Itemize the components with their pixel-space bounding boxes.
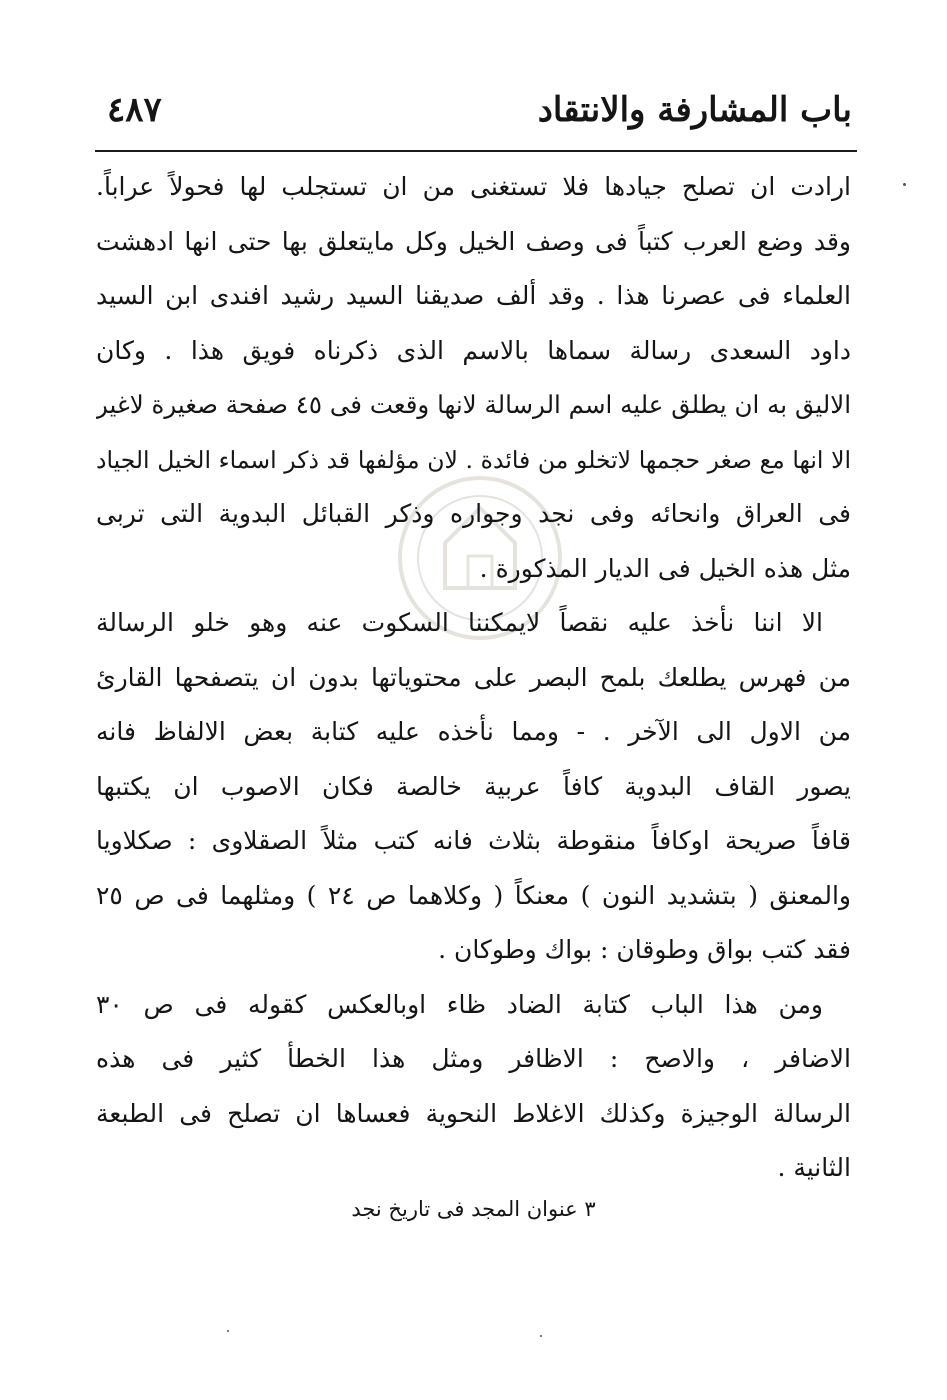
scan-speck xyxy=(903,183,906,186)
text-line: مثل هذه الخيل فى الديار المذكورة . xyxy=(479,553,851,583)
footnote: ٣ عنوان المجد فى تاريخ نجد xyxy=(351,1197,596,1221)
text-line: الا انها مع صغر حجمها لاتخلو من فائدة . لان مؤلفها قد ذكر اسماء الخيل الجياد xyxy=(96,445,851,474)
paragraph-2 xyxy=(96,596,851,978)
scan-speck xyxy=(227,1330,229,1332)
paragraph-3 xyxy=(96,978,851,1196)
page-header xyxy=(95,86,852,136)
text-line: ارادت ان تصلح جيادها فلا تستغنى من ان تستجلب لها فحولاً عراباً. xyxy=(96,172,851,201)
header-rule xyxy=(95,150,857,152)
text-line: من الاول الى الآخر . - ومما نأخذه عليه كتابة بعض الالفاظ فانه xyxy=(96,717,851,746)
text-line: من فهرس يطلعك بلمح البصر على محتوياتها بدون ان يتصفحها القارئ xyxy=(96,662,851,692)
body-text xyxy=(96,160,851,1196)
text-line: الاليق به ان يطلق عليه اسم الرسالة لانها وقعت فى ٤٥ صفحة صغيرة لاغير xyxy=(96,390,851,419)
paragraph-1 xyxy=(96,160,851,596)
page-number: ٤٨٧ xyxy=(107,90,162,130)
scan-speck xyxy=(540,1335,542,1337)
text-line: الا اننا نأخذ عليه نقصاً لايمكننا السكوت عنه وهو خلو الرسالة xyxy=(96,608,823,637)
text-line: الاضافر ، والاصح : الاظافر ومثل هذا الخطأ كثير فى هذه xyxy=(96,1044,851,1073)
text-line: فى العراق وانحائه وفى نجد وجواره وذكر القبائل البدوية التى تربى xyxy=(96,499,851,528)
text-line: داود السعدى رسالة سماها بالاسم الذى ذكرناه فويق هذا . وكان xyxy=(96,335,851,365)
text-line: والمعنق ( بتشديد النون ) معنكاً ( وكلاهما ص ٢٤ ) ومثلهما فى ص ٢٥ xyxy=(96,880,851,910)
text-line: وقد وضع العرب كتباً فى وصف الخيل وكل مايتعلق بها حتى انها ادهشت xyxy=(96,226,851,256)
text-line: ومن هذا الباب كتابة الضاد ظاء اوبالعكس كقوله فى ص ٣٠ xyxy=(96,989,823,1019)
running-title: باب المشارفة والانتقاد xyxy=(537,90,852,130)
text-line: يصور القاف البدوية كافاً عربية خالصة فكان الاصوب ان يكتبها xyxy=(96,771,851,801)
text-line: العلماء فى عصرنا هذا . وقد ألف صديقنا السيد رشيد افندى ابن السيد xyxy=(96,281,851,310)
text-line: قافاً صريحة اوكافاً منقوطة بثلاث فانه كتب مثلاً الصقلاوى : صكلاويا xyxy=(96,826,851,855)
text-line: فقد كتب بواق وطوقان : بواك وطوكان . xyxy=(438,935,851,964)
text-line: الرسالة الوجيزة وكذلك الاغلاط النحوية فعساها ان تصلح فى الطبعة xyxy=(96,1098,851,1128)
text-line: الثانية . xyxy=(777,1153,851,1182)
